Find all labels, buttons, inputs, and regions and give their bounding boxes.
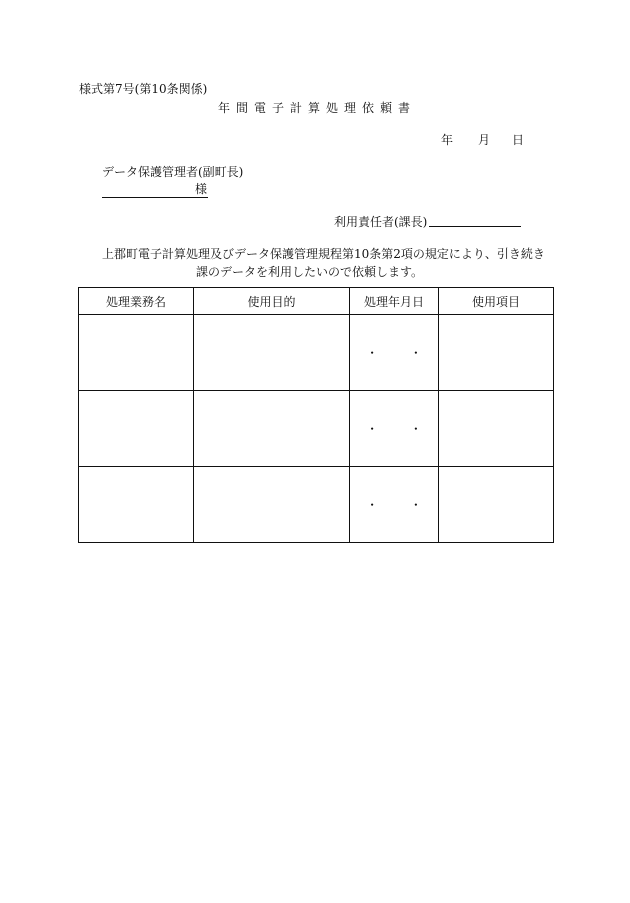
request-body-line-1: 上郡町電子計算処理及びデータ保護管理規程第10条第2項の規定により、引き続き [102, 247, 545, 261]
recipient-label: データ保護管理者(副町長) [102, 165, 244, 179]
table-row [79, 391, 554, 467]
cell-task-name[interactable] [79, 315, 194, 391]
cell-items-used[interactable] [439, 315, 554, 391]
cell-process-date[interactable] [350, 315, 439, 391]
date-month-label: 月 [478, 133, 491, 147]
header-purpose: 使用目的 [194, 288, 350, 315]
cell-items-used[interactable] [439, 467, 554, 543]
date-year-label: 年 [441, 133, 454, 147]
cell-purpose[interactable] [194, 315, 350, 391]
cell-task-name[interactable] [79, 391, 194, 467]
cell-process-date[interactable] [350, 391, 439, 467]
responsible-person-label: 利用責任者(課長) [334, 215, 428, 229]
date-separators: ・ ・ [366, 422, 436, 436]
request-body-line-2: 課のデータを利用したいので依頼します。 [196, 265, 424, 279]
table-row [79, 315, 554, 391]
date-separators: ・ ・ [366, 346, 436, 360]
cell-process-date[interactable] [350, 467, 439, 543]
cell-purpose[interactable] [194, 467, 350, 543]
date-separators: ・ ・ [366, 498, 436, 512]
responsible-person-field [429, 226, 521, 227]
date-day-label: 日 [512, 133, 525, 147]
form-number: 様式第7号(第10条関係) [79, 82, 208, 96]
honorific-label: 様 [194, 182, 207, 196]
table-header-row [79, 288, 554, 315]
request-table [78, 287, 554, 543]
header-task-name: 処理業務名 [79, 288, 194, 315]
table-row [79, 467, 554, 543]
recipient-name-field [102, 181, 208, 198]
cell-items-used[interactable] [439, 391, 554, 467]
cell-purpose[interactable] [194, 391, 350, 467]
header-process-date: 処理年月日 [350, 288, 439, 315]
header-items-used: 使用項目 [439, 288, 554, 315]
cell-task-name[interactable] [79, 467, 194, 543]
document-title: 年間電子計算処理依頼書 [217, 101, 416, 115]
